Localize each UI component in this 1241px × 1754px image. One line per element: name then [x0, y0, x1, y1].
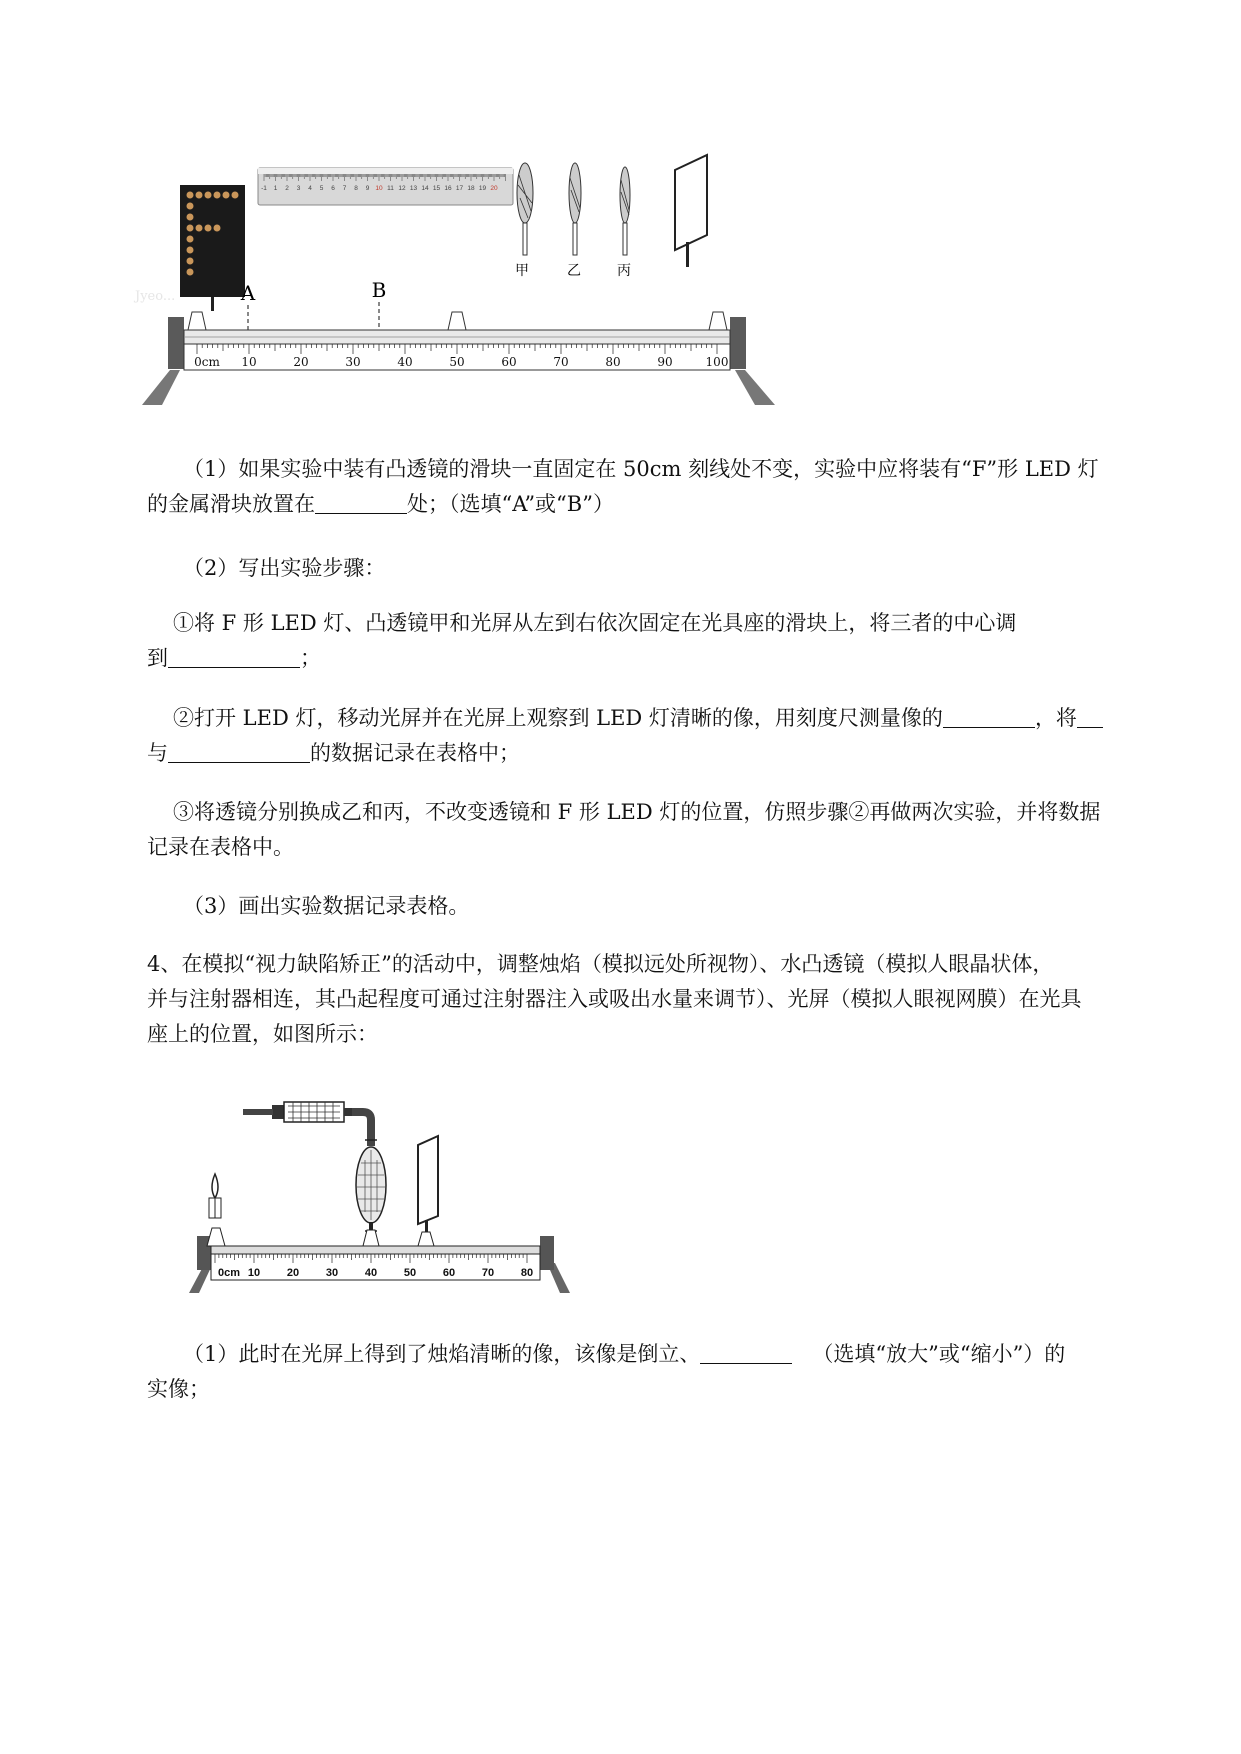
water-lens [356, 1147, 386, 1240]
led-f-board [180, 185, 245, 311]
step2-text-c: 与 [147, 741, 168, 765]
steel-ruler [258, 168, 513, 205]
ruler-number: 18 [467, 185, 475, 192]
vision-correction-figure [195, 1088, 635, 1323]
q4-part1-text-b: （选填“放大”或“缩小”）的 [812, 1342, 1066, 1366]
ruler-number: 6 [331, 185, 335, 192]
q1-part2-heading: （2）写出实验步骤： [183, 556, 386, 580]
light-screen [675, 155, 707, 267]
bench-1-number: 10 [241, 355, 257, 369]
q4-part1-line1 [147, 1334, 1195, 1374]
q1-part1-text-b: 处；（选填“A”或“B”） [407, 492, 614, 516]
ruler-number: 9 [365, 185, 370, 192]
bench-2-number: 20 [286, 1267, 300, 1279]
bench-2-number: 30 [325, 1267, 339, 1279]
lens-jia [517, 163, 533, 255]
candle [209, 1174, 221, 1218]
lens-label-bing: 丙 [617, 263, 631, 279]
ruler-number: 10 [375, 185, 383, 192]
ruler-number: 19 [478, 185, 487, 192]
q1-part1-line1: （1）如果实验中装有凸透镜的滑块一直固定在 50cm 刻线处不变，实验中应将装有“F”形 LED 灯 [183, 457, 1099, 481]
step2-line2 [147, 733, 1159, 773]
ruler-number: 5 [319, 185, 324, 192]
bench-1-number: 80 [605, 355, 621, 369]
ruler-number: 8 [354, 185, 358, 192]
marker-a: A [240, 281, 256, 305]
step3-line2: 记录在表格中。 [147, 835, 294, 859]
marker-b: B [371, 278, 387, 302]
ruler-number: -1 [261, 185, 267, 192]
bench-2-number: 80 [520, 1267, 534, 1279]
blank-record-b[interactable] [168, 736, 310, 763]
q4-line1: 4、在模拟“视力缺陷矫正”的活动中，调整烛焰（模拟远处所视物）、水凸透镜（模拟人眼晶状体， [147, 952, 1054, 976]
ruler-number: 12 [398, 185, 406, 192]
lens-label-yi: 乙 [567, 263, 581, 279]
bench-2-number: 10 [247, 1267, 261, 1279]
step1-line2 [147, 638, 1159, 678]
step1-line1: ①将 F 形 LED 灯、凸透镜甲和光屏从左到右依次固定在光具座的滑块上，将三者的中心调 [173, 611, 1017, 635]
syringe [243, 1102, 377, 1146]
bench-1-number: 40 [397, 355, 413, 369]
ruler-number: 16 [444, 185, 452, 192]
bench-1-number: 60 [501, 355, 517, 369]
step2-text-d: 的数据记录在表格中； [310, 741, 520, 765]
ruler-number: 15 [432, 185, 441, 192]
step2-line1 [147, 698, 1185, 738]
q4-line2: 并与注射器相连，其凸起程度可通过注射器注入或吸出水量来调节）、光屏（模拟人眼视网膜）在光具 [147, 987, 1082, 1011]
bench-2-number: 50 [403, 1267, 417, 1279]
step1-text-a: 到 [147, 646, 168, 670]
blank-record-a[interactable] [1077, 701, 1103, 728]
q4-part1-text-a: （1）此时在光屏上得到了烛焰清晰的像，该像是倒立、 [183, 1342, 701, 1366]
ruler-number: 14 [421, 185, 429, 192]
ruler-number: 3 [296, 185, 301, 192]
q4-line3: 座上的位置，如图所示： [147, 1022, 378, 1046]
ruler-number: 13 [409, 185, 418, 192]
bench-2-number: 70 [481, 1267, 495, 1279]
step2-text-b: ，将 [1034, 706, 1077, 730]
ruler-number: 20 [490, 185, 498, 192]
q1-part1-text-a: 的金属滑块放置在 [147, 492, 315, 516]
step1-text-b: ； [300, 646, 321, 670]
q1-part3: （3）画出实验数据记录表格。 [183, 894, 470, 918]
ruler-number: 7 [342, 185, 347, 192]
optical-bench-figure-1 [135, 160, 870, 460]
blank-enlarged-or-reduced[interactable] [700, 1337, 792, 1364]
optical-bench-2 [189, 1228, 570, 1293]
blank-slider-position[interactable] [315, 487, 407, 514]
bench-1-number: 70 [553, 355, 569, 369]
bench-1-number: 50 [449, 355, 465, 369]
lens-yi [569, 163, 581, 255]
optical-bench [142, 312, 775, 405]
blank-center-alignment[interactable] [168, 641, 300, 668]
q4-part1-line2: 实像； [147, 1377, 210, 1401]
lens-bing [620, 167, 630, 255]
bench-1-number: 100 [705, 355, 729, 369]
bench-2-number: 40 [364, 1267, 378, 1279]
blank-image-measure[interactable] [943, 701, 1035, 728]
bench-1-number: 20 [293, 355, 309, 369]
bench-1-number: 30 [345, 355, 361, 369]
ruler-number: 11 [387, 185, 394, 192]
bench-2-number: 60 [442, 1267, 456, 1279]
bench-1-number: 90 [657, 355, 673, 369]
ruler-number: 17 [455, 185, 464, 192]
step2-text-a: ②打开 LED 灯，移动光屏并在光屏上观察到 LED 灯清晰的像，用刻度尺测量像的 [173, 706, 943, 730]
step3-line1: ③将透镜分别换成乙和丙，不改变透镜和 F 形 LED 灯的位置，仿照步骤②再做两次实验，并将数据 [173, 800, 1101, 824]
ruler-numbers [261, 185, 498, 192]
ruler-number: 1 [273, 185, 278, 192]
lens-label-jia: 甲 [515, 263, 529, 279]
q1-part1-line2 [147, 484, 1159, 524]
ruler-number: 4 [308, 185, 312, 192]
watermark: Jyeo... [135, 289, 176, 304]
light-screen-2 [418, 1136, 438, 1234]
bench-1-number: 0cm [194, 355, 220, 369]
ruler-number: 2 [285, 185, 289, 192]
bench-2-number: 0cm [217, 1267, 241, 1279]
